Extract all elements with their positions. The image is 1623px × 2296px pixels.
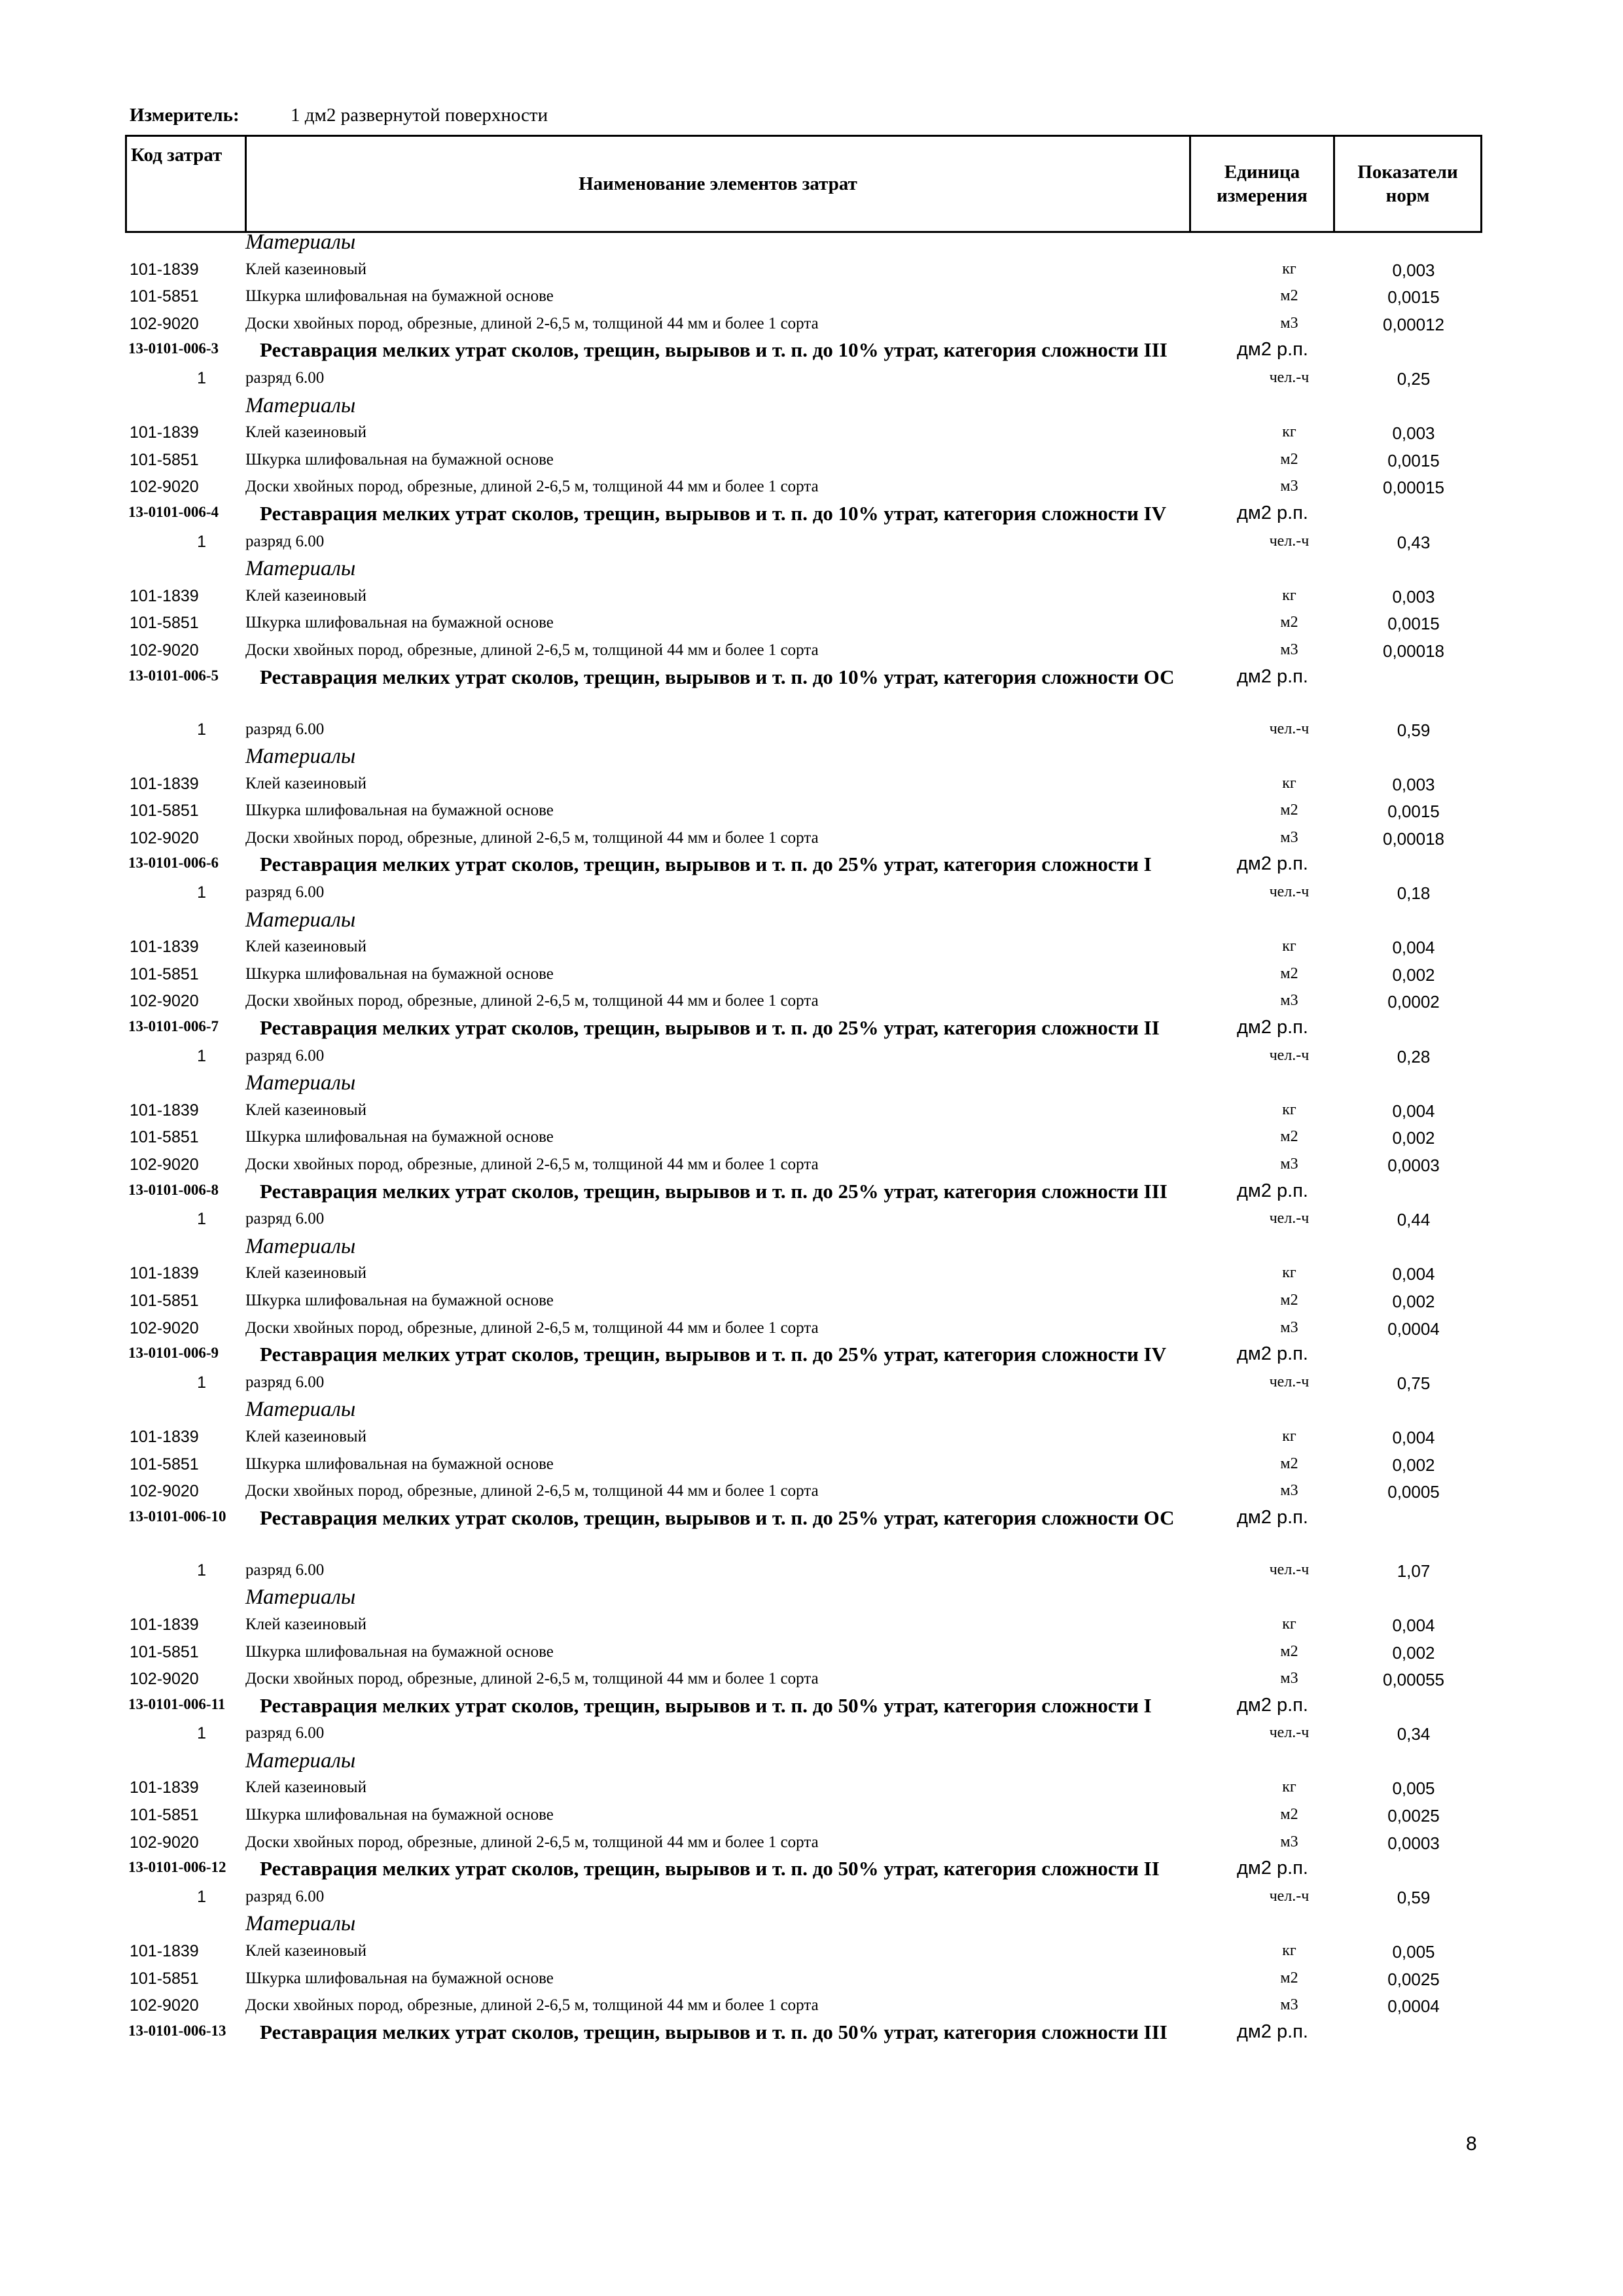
unit-cell: м2 [1280, 614, 1298, 631]
group-row [0, 557, 1623, 584]
norm-value: 0,00015 [1383, 478, 1444, 498]
resource-name: Клей казеиновый [245, 938, 366, 956]
unit-cell: кг [1282, 1942, 1296, 1960]
norm-value: 0,0003 [1387, 1156, 1440, 1175]
group-row [0, 394, 1623, 421]
section-row [0, 1180, 1623, 1208]
resource-name: Клей казеиновый [245, 774, 366, 792]
norm-value: 0,0015 [1387, 802, 1440, 822]
resource-name: Шкурка шлифовальная на бумажной основе [245, 1969, 554, 1987]
group-row [0, 908, 1623, 936]
unit-cell: м2 [1280, 964, 1298, 982]
norm-value: 0,75 [1397, 1373, 1431, 1393]
table-row [0, 1289, 1623, 1316]
norm-title: Реставрация мелких утрат сколов, трещин, вырывов и т. п. до 50% утрат, категория сложности III [260, 2020, 1168, 2043]
table-header [125, 135, 1482, 233]
group-row [0, 1398, 1623, 1425]
norm-code: 13-0101-006-8 [128, 1181, 219, 1198]
norm-value: 0,0015 [1387, 450, 1440, 470]
unit-cell: м3 [1280, 641, 1298, 658]
table-row [0, 1099, 1623, 1126]
resource-code: 102-9020 [130, 1670, 199, 1689]
resource-code: 102-9020 [130, 314, 199, 333]
norm-unit: дм2 р.п. [1237, 1180, 1308, 1201]
unit-cell: м3 [1280, 992, 1298, 1010]
table-row [0, 1776, 1623, 1803]
table-row [0, 530, 1623, 557]
norm-code: 13-0101-006-11 [128, 1695, 226, 1712]
norm-code: 13-0101-006-5 [128, 667, 219, 684]
resource-name: Доски хвойных пород, обрезные, длиной 2-6,5 м, толщиной 44 мм и более 1 сорта [245, 1996, 819, 2015]
norm-value: 0,004 [1392, 1427, 1435, 1447]
labor-grade: разряд 6.00 [245, 720, 325, 738]
labor-grade: разряд 6.00 [245, 1887, 325, 1905]
table-row [0, 1667, 1623, 1695]
norm-value: 0,003 [1392, 586, 1435, 607]
labor-code: 1 [197, 1724, 206, 1743]
norm-code: 13-0101-006-4 [128, 503, 219, 520]
unit-cell: кг [1282, 586, 1296, 604]
unit-cell: чел.-ч [1269, 1724, 1310, 1742]
resource-name: Клей казеиновый [245, 1615, 366, 1633]
labor-code: 1 [197, 1561, 206, 1580]
unit-cell: чел.-ч [1269, 720, 1310, 737]
unit-cell: м2 [1280, 1455, 1298, 1472]
resource-code: 101-5851 [130, 1455, 199, 1474]
norm-value: 0,002 [1392, 1455, 1435, 1475]
header-unit: Единица измерения [1190, 136, 1334, 232]
norm-title: Реставрация мелких утрат сколов, трещин, вырывов и т. п. до 25% утрат, категория сложности ОС [260, 1506, 1175, 1529]
unit-cell: м2 [1280, 1128, 1298, 1146]
norm-value: 1,07 [1397, 1561, 1431, 1581]
resource-name: Доски хвойных пород, обрезные, длиной 2-6,5 м, толщиной 44 мм и более 1 сорта [245, 1318, 819, 1337]
resource-code: 102-9020 [130, 1833, 199, 1852]
table-row [0, 1153, 1623, 1180]
resource-name: Шкурка шлифовальная на бумажной основе [245, 287, 554, 306]
group-row [0, 1071, 1623, 1099]
resource-name: Доски хвойных пород, обрезные, длиной 2-6,5 м, толщиной 44 мм и более 1 сорта [245, 314, 819, 332]
norm-code: 13-0101-006-6 [128, 855, 219, 872]
norm-unit: дм2 р.п. [1237, 2021, 1308, 2042]
unit-cell: чел.-ч [1269, 883, 1310, 901]
resource-name: Клей казеиновый [245, 423, 366, 442]
labor-grade: разряд 6.00 [245, 1561, 325, 1579]
table-row [0, 1371, 1623, 1398]
norm-value: 0,18 [1397, 883, 1431, 904]
norm-unit: дм2 р.п. [1237, 1694, 1308, 1716]
unit-cell: м2 [1280, 287, 1298, 305]
group-row [0, 745, 1623, 772]
resource-code: 101-5851 [130, 1128, 199, 1147]
unit-cell: м3 [1280, 1996, 1298, 2014]
norm-value: 0,0015 [1387, 614, 1440, 634]
labor-grade: разряд 6.00 [245, 1373, 325, 1391]
norm-value: 0,002 [1392, 964, 1435, 985]
unit-cell: кг [1282, 1264, 1296, 1282]
section-row [0, 1343, 1623, 1371]
resource-code: 102-9020 [130, 1318, 199, 1337]
norm-value: 0,0004 [1387, 1318, 1440, 1339]
table-row [0, 881, 1623, 908]
unit-cell: м3 [1280, 1318, 1298, 1336]
unit-cell: кг [1282, 774, 1296, 792]
resource-name: Клей казеиновый [245, 1942, 366, 1960]
norm-code: 13-0101-006-10 [128, 1508, 226, 1525]
norm-value: 0,0025 [1387, 1969, 1440, 1989]
section-row [0, 503, 1623, 530]
norm-unit: дм2 р.п. [1237, 853, 1308, 875]
unit-cell: м2 [1280, 450, 1298, 468]
group-label: Материалы [245, 1398, 356, 1422]
resource-name: Шкурка шлифовальная на бумажной основе [245, 1806, 554, 1824]
norm-title: Реставрация мелких утрат сколов, трещин, вырывов и т. п. до 10% утрат, категория сложности ОС [260, 665, 1175, 688]
table-row [0, 718, 1623, 745]
unit-cell: м2 [1280, 1969, 1298, 1987]
section-row [0, 1695, 1623, 1722]
labor-code: 1 [197, 532, 206, 551]
header-cost-code: Код затрат [126, 136, 246, 232]
norm-value: 0,0002 [1387, 992, 1440, 1012]
norm-value: 0,0025 [1387, 1806, 1440, 1826]
resource-name: Шкурка шлифовальная на бумажной основе [245, 1455, 554, 1473]
resource-name: Шкурка шлифовальная на бумажной основе [245, 1128, 554, 1146]
resource-name: Клей казеиновый [245, 1778, 366, 1797]
resource-code: 102-9020 [130, 1482, 199, 1501]
table-row [0, 1885, 1623, 1913]
section-row [0, 1858, 1623, 1885]
resource-name: Доски хвойных пород, обрезные, длиной 2-6,5 м, толщиной 44 мм и более 1 сорта [245, 641, 819, 659]
meter-line [130, 105, 548, 126]
resource-name: Клей казеиновый [245, 586, 366, 605]
resource-name: Шкурка шлифовальная на бумажной основе [245, 964, 554, 983]
table-row [0, 1207, 1623, 1235]
header-norm: Показатели норм [1334, 136, 1482, 232]
resource-code: 101-5851 [130, 802, 199, 821]
table-row [0, 258, 1623, 285]
labor-code: 1 [197, 720, 206, 739]
resource-code: 101-5851 [130, 450, 199, 469]
unit-cell: м3 [1280, 1670, 1298, 1687]
resource-code: 101-5851 [130, 1969, 199, 1988]
norm-value: 0,003 [1392, 423, 1435, 444]
table-row [0, 1994, 1623, 2021]
resource-name: Шкурка шлифовальная на бумажной основе [245, 450, 554, 468]
group-label: Материалы [245, 1071, 356, 1095]
labor-grade: разряд 6.00 [245, 1724, 325, 1742]
labor-code: 1 [197, 1046, 206, 1065]
norm-value: 0,25 [1397, 368, 1431, 389]
norm-value: 0,59 [1397, 1887, 1431, 1907]
table-row [0, 366, 1623, 394]
table-row [0, 1559, 1623, 1586]
norm-value: 0,00012 [1383, 314, 1444, 334]
resource-name: Доски хвойных пород, обрезные, длиной 2-6,5 м, толщиной 44 мм и более 1 сорта [245, 828, 819, 847]
norm-unit: дм2 р.п. [1237, 502, 1308, 523]
table-row [0, 1640, 1623, 1668]
resource-code: 102-9020 [130, 992, 199, 1011]
labor-grade: разряд 6.00 [245, 532, 325, 550]
table-row [0, 1939, 1623, 1967]
group-label: Материалы [245, 1234, 356, 1258]
group-label: Материалы [245, 1585, 356, 1610]
table-row [0, 799, 1623, 826]
labor-grade: разряд 6.00 [245, 883, 325, 902]
norm-value: 0,00055 [1383, 1670, 1444, 1690]
norm-title: Реставрация мелких утрат сколов, трещин, вырывов и т. п. до 10% утрат, категория сложности IV [260, 501, 1167, 525]
norm-code: 13-0101-006-12 [128, 1859, 226, 1876]
norm-unit: дм2 р.п. [1237, 339, 1308, 361]
resource-code: 102-9020 [130, 641, 199, 660]
group-row [0, 1585, 1623, 1613]
norm-unit: дм2 р.п. [1237, 1506, 1308, 1528]
resource-code: 101-1839 [130, 586, 199, 605]
group-label: Материалы [245, 908, 356, 932]
norm-code: 13-0101-006-9 [128, 1345, 219, 1362]
norm-value: 0,0004 [1387, 1996, 1440, 2017]
unit-cell: чел.-ч [1269, 1561, 1310, 1578]
norm-value: 0,004 [1392, 938, 1435, 958]
norm-value: 0,44 [1397, 1210, 1431, 1230]
norm-value: 0,004 [1392, 1615, 1435, 1635]
section-row [0, 853, 1623, 881]
unit-cell: м3 [1280, 828, 1298, 846]
norm-value: 0,00018 [1383, 828, 1444, 849]
unit-cell: чел.-ч [1269, 1046, 1310, 1064]
unit-cell: м2 [1280, 1642, 1298, 1660]
group-label: Материалы [245, 745, 356, 769]
resource-code: 102-9020 [130, 1156, 199, 1174]
table-row [0, 935, 1623, 963]
section-row [0, 666, 1623, 718]
resource-name: Шкурка шлифовальная на бумажной основе [245, 1642, 554, 1661]
norm-value: 0,004 [1392, 1101, 1435, 1121]
norm-rows [0, 230, 1623, 2048]
resource-name: Доски хвойных пород, обрезные, длиной 2-6,5 м, толщиной 44 мм и более 1 сорта [245, 992, 819, 1010]
table-row [0, 639, 1623, 666]
group-label: Материалы [245, 393, 356, 417]
table-row [0, 1803, 1623, 1831]
resource-name: Доски хвойных пород, обрезные, длиной 2-6,5 м, толщиной 44 мм и более 1 сорта [245, 1156, 819, 1173]
resource-code: 101-1839 [130, 1101, 199, 1120]
group-row [0, 1235, 1623, 1262]
resource-name: Доски хвойных пород, обрезные, длиной 2-6,5 м, толщиной 44 мм и более 1 сорта [245, 478, 819, 496]
labor-code: 1 [197, 1210, 206, 1229]
labor-grade: разряд 6.00 [245, 368, 325, 387]
resource-code: 101-1839 [130, 423, 199, 442]
table-row [0, 1316, 1623, 1344]
norm-value: 0,003 [1392, 774, 1435, 794]
resource-code: 101-1839 [130, 938, 199, 957]
norm-value: 0,002 [1392, 1642, 1435, 1663]
meter-label: Измеритель: [130, 105, 240, 126]
unit-cell: чел.-ч [1269, 368, 1310, 386]
table-row [0, 1479, 1623, 1507]
section-row [0, 1017, 1623, 1044]
labor-code: 1 [197, 883, 206, 902]
resource-name: Доски хвойных пород, обрезные, длиной 2-6,5 м, толщиной 44 мм и более 1 сорта [245, 1482, 819, 1500]
norm-title: Реставрация мелких утрат сколов, трещин, вырывов и т. п. до 50% утрат, категория сложности I [260, 1693, 1152, 1717]
table-row [0, 1831, 1623, 1858]
norm-value: 0,003 [1392, 260, 1435, 280]
resource-code: 102-9020 [130, 1996, 199, 2015]
norm-value: 0,002 [1392, 1291, 1435, 1311]
norm-title: Реставрация мелких утрат сколов, трещин, вырывов и т. п. до 25% утрат, категория сложности III [260, 1179, 1168, 1203]
table-row [0, 1262, 1623, 1289]
resource-code: 101-1839 [130, 1942, 199, 1961]
group-row [0, 1912, 1623, 1939]
table-row [0, 475, 1623, 503]
norm-title: Реставрация мелких утрат сколов, трещин, вырывов и т. п. до 50% утрат, категория сложности II [260, 1857, 1160, 1881]
labor-grade: разряд 6.00 [245, 1210, 325, 1228]
norm-title: Реставрация мелких утрат сколов, трещин, вырывов и т. п. до 25% утрат, категория сложности II [260, 1016, 1160, 1040]
norm-value: 0,0015 [1387, 287, 1440, 308]
norm-value: 0,002 [1392, 1128, 1435, 1148]
resource-name: Доски хвойных пород, обрезные, длиной 2-6,5 м, толщиной 44 мм и более 1 сорта [245, 1833, 819, 1851]
unit-cell: чел.-ч [1269, 1210, 1310, 1227]
group-label: Материалы [245, 557, 356, 581]
resource-code: 101-5851 [130, 614, 199, 633]
group-label: Материалы [245, 1912, 356, 1936]
resource-code: 101-5851 [130, 1642, 199, 1661]
resource-code: 102-9020 [130, 478, 199, 497]
unit-cell: кг [1282, 260, 1296, 277]
norm-value: 0,005 [1392, 1778, 1435, 1799]
table-row [0, 312, 1623, 340]
resource-name: Клей казеиновый [245, 1427, 366, 1445]
resource-code: 101-1839 [130, 1427, 199, 1446]
section-row [0, 1507, 1623, 1559]
resource-code: 101-1839 [130, 1264, 199, 1283]
group-label: Материалы [245, 230, 356, 254]
labor-code: 1 [197, 368, 206, 387]
unit-cell: кг [1282, 1427, 1296, 1445]
norm-unit: дм2 р.п. [1237, 665, 1308, 687]
norm-title: Реставрация мелких утрат сколов, трещин, вырывов и т. п. до 25% утрат, категория сложности IV [260, 1343, 1167, 1366]
norm-unit: дм2 р.п. [1237, 1858, 1308, 1879]
resource-name: Клей казеиновый [245, 260, 366, 278]
table-row [0, 989, 1623, 1017]
unit-cell: кг [1282, 423, 1296, 441]
norm-value: 0,00018 [1383, 641, 1444, 661]
norm-unit: дм2 р.п. [1237, 1017, 1308, 1038]
table-row [0, 1613, 1623, 1640]
table-row [0, 611, 1623, 639]
labor-code: 1 [197, 1887, 206, 1906]
resource-name: Клей казеиновый [245, 1264, 366, 1282]
resource-code: 102-9020 [130, 828, 199, 847]
table-row [0, 421, 1623, 448]
unit-cell: чел.-ч [1269, 532, 1310, 550]
unit-cell: м3 [1280, 1482, 1298, 1500]
unit-cell: м3 [1280, 478, 1298, 495]
norm-value: 0,0003 [1387, 1833, 1440, 1853]
norm-value: 0,005 [1392, 1942, 1435, 1962]
norm-unit: дм2 р.п. [1237, 1343, 1308, 1365]
table-row [0, 826, 1623, 854]
norm-code: 13-0101-006-3 [128, 340, 219, 357]
resource-code: 101-5851 [130, 964, 199, 983]
unit-cell: кг [1282, 1615, 1296, 1633]
norm-value: 0,28 [1397, 1046, 1431, 1067]
meter-value: 1 дм2 развернутой поверхности [291, 105, 548, 126]
table-row [0, 1722, 1623, 1749]
norm-code: 13-0101-006-13 [128, 2022, 226, 2039]
resource-code: 101-1839 [130, 1615, 199, 1634]
labor-code: 1 [197, 1373, 206, 1392]
table-row [0, 1125, 1623, 1153]
resource-name: Доски хвойных пород, обрезные, длиной 2-6,5 м, толщиной 44 мм и более 1 сорта [245, 1670, 819, 1688]
unit-cell: м3 [1280, 1833, 1298, 1850]
resource-code: 101-1839 [130, 774, 199, 793]
group-row [0, 1749, 1623, 1776]
table-row [0, 1425, 1623, 1453]
unit-cell: м2 [1280, 1806, 1298, 1824]
unit-cell: м2 [1280, 1291, 1298, 1309]
norm-title: Реставрация мелких утрат сколов, трещин, вырывов и т. п. до 25% утрат, категория сложности I [260, 853, 1152, 876]
page-number: 8 [1466, 2133, 1477, 2155]
resource-name: Шкурка шлифовальная на бумажной основе [245, 802, 554, 820]
resource-code: 101-1839 [130, 260, 199, 279]
unit-cell: чел.-ч [1269, 1373, 1310, 1390]
labor-grade: разряд 6.00 [245, 1046, 325, 1065]
unit-cell: м3 [1280, 314, 1298, 332]
norm-title: Реставрация мелких утрат сколов, трещин, вырывов и т. п. до 10% утрат, категория сложности III [260, 338, 1168, 362]
resource-name: Клей казеиновый [245, 1101, 366, 1119]
table-row [0, 772, 1623, 800]
table-row [0, 1453, 1623, 1480]
table-row [0, 1967, 1623, 1994]
unit-cell: кг [1282, 938, 1296, 955]
table-row [0, 448, 1623, 476]
resource-code: 101-5851 [130, 287, 199, 306]
resource-code: 101-1839 [130, 1778, 199, 1797]
table-row [0, 1044, 1623, 1072]
unit-cell: м2 [1280, 802, 1298, 819]
norm-value: 0,0005 [1387, 1482, 1440, 1502]
norm-value: 0,004 [1392, 1264, 1435, 1284]
unit-cell: м3 [1280, 1156, 1298, 1173]
section-row [0, 2021, 1623, 2049]
norm-value: 0,59 [1397, 720, 1431, 740]
table-row [0, 584, 1623, 612]
group-row [0, 230, 1623, 258]
norm-value: 0,43 [1397, 532, 1431, 552]
norm-value: 0,34 [1397, 1724, 1431, 1744]
resource-code: 101-5851 [130, 1806, 199, 1825]
section-row [0, 339, 1623, 366]
unit-cell: кг [1282, 1101, 1296, 1118]
unit-cell: кг [1282, 1778, 1296, 1796]
table-row [0, 963, 1623, 990]
resource-name: Шкурка шлифовальная на бумажной основе [245, 614, 554, 632]
norm-code: 13-0101-006-7 [128, 1018, 219, 1035]
resource-code: 101-5851 [130, 1291, 199, 1310]
table-row [0, 285, 1623, 312]
group-label: Материалы [245, 1748, 356, 1773]
resource-name: Шкурка шлифовальная на бумажной основе [245, 1291, 554, 1309]
unit-cell: чел.-ч [1269, 1887, 1310, 1905]
header-element-name: Наименование элементов затрат [246, 136, 1190, 232]
